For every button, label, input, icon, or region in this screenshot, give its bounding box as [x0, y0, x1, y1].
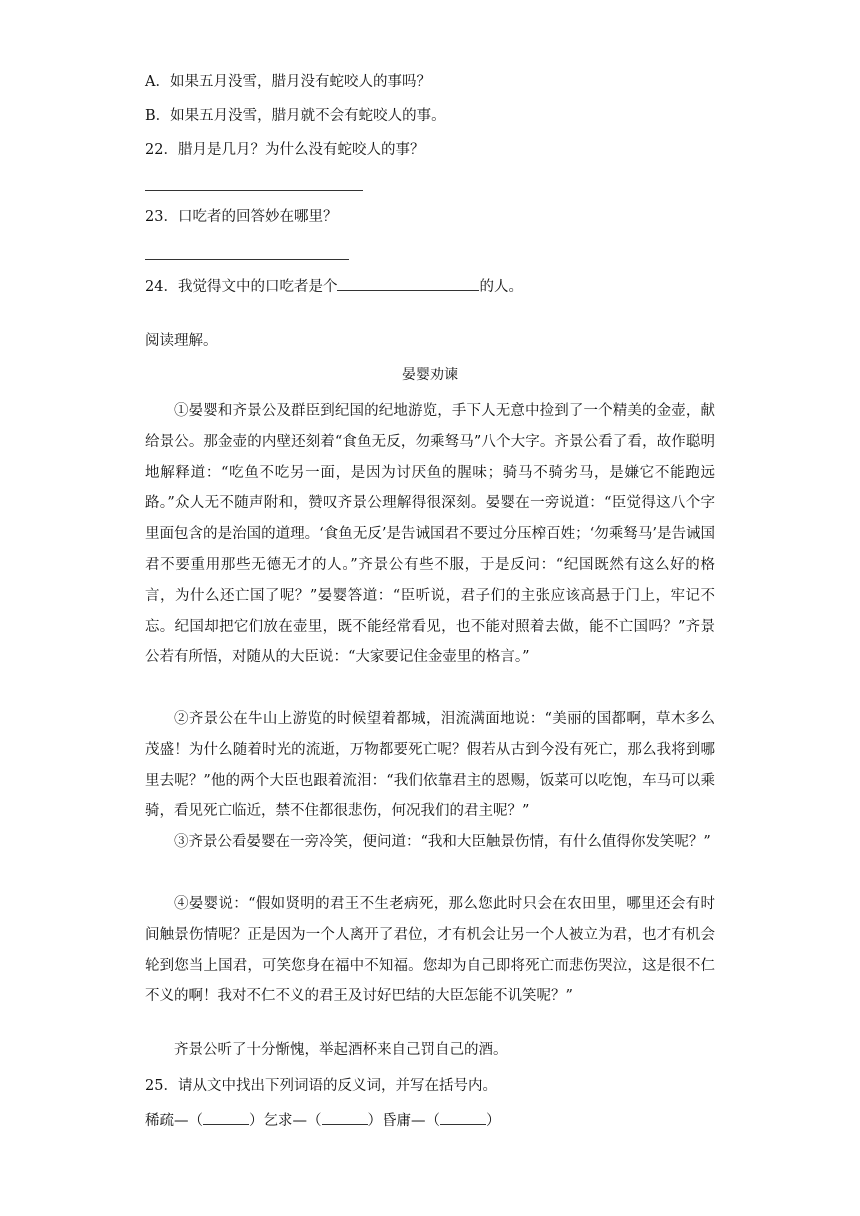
question-23: 23．口吃者的回答妙在哪里？ [145, 209, 338, 225]
question-25-items [145, 1110, 501, 1131]
antonym-item [145, 1113, 264, 1129]
question-24 [145, 276, 523, 297]
question-24-prefix: 24．我觉得文中的口吃者是个 [145, 279, 338, 295]
antonym-blank[interactable] [203, 1110, 249, 1125]
passage-paragraph-1: ①晏婴和齐景公及群臣到纪国的纪地游览，手下人无意中捡到了一个精美的金壶，献给景公。那金壶的内壁还刻着“食鱼无反，勿乘驽马”八个大字。齐景公看了看，故作聪明地解释道：“吃鱼不吃另一面，是因为讨厌鱼的腥味；骑马不骑劣马，是嫌它不能跑远路。”众人无不随声附和，赞叹齐景公理解得很深刻。晏婴在一旁说道：“臣觉得这八个字里面包含的是治国的道理。‘食鱼无反’是告诫国君不要过分压榨百姓；‘勿乘驽马’是告诫国君不要重用那些无德无才的人。”齐景公有些不服，于是反问：“纪国既然有这么好的格言，为什么还亡国了呢？”晏婴答道：“臣听说，君子们的主张应该高悬于门上，牢记不忘。纪国却把它们放在壶里，既不能经常看见，也不能对照着去做，能不亡国吗？”齐景公若有所悟，对随从的大臣说：“大家要记住金壶里的格言。” [145, 403, 715, 666]
antonym-word: 乞求—（ [263, 1113, 322, 1129]
section-label: 阅读理解。 [145, 333, 218, 349]
answer-line-22[interactable] [145, 190, 363, 191]
passage-paragraph-4: ④晏婴说：“假如贤明的君王不生老病死，那么您此时只会在农田里，哪里还会有时间触景伤情呢？正是因为一个人离开了君位，才有机会让另一个人被立为君，也才有机会轮到您当上国君，可笑您身在福中不知福。您却为自己即将死亡而悲伤哭泣，这是很不仁不义的啊！我对不仁不义的君王及讨好巴结的大臣怎能不讥笑呢？” [145, 896, 715, 1005]
option-a: A．如果五月没雪，腊月没有蛇咬人的事吗？ [145, 74, 431, 90]
passage-paragraph-5: 齐景公听了十分惭愧，举起酒杯来自己罚自己的酒。 [174, 1042, 508, 1058]
antonym-blank[interactable] [440, 1110, 486, 1125]
antonym-word: 稀疏—（ [145, 1113, 203, 1129]
question-22: 22．腊月是几月？为什么没有蛇咬人的事？ [145, 142, 425, 158]
question-25: 25．请从文中找出下列词语的反义词，并写在括号内。 [145, 1078, 497, 1094]
antonym-close: ） [249, 1113, 264, 1129]
answer-blank-24[interactable] [337, 276, 479, 291]
option-b: B．如果五月没雪，腊月就不会有蛇咬人的事。 [145, 108, 446, 124]
antonym-item [264, 1113, 383, 1129]
antonym-close: ） [486, 1113, 501, 1129]
passage-title: 晏婴劝谏 [402, 367, 458, 383]
passage-paragraph-2: ②齐景公在牛山上游览的时候望着都城，泪流满面地说：“美丽的国都啊，草木多么茂盛！为什么随着时光的流逝，万物都要死亡呢？假若从古到今没有死亡，那么我将到哪里去呢？”他的两个大臣也跟着流泪：“我们依靠君主的恩赐，饭菜可以吃饱，车马可以乘骑，看见死亡临近，禁不住都很悲伤，何况我们的君主呢？” [145, 711, 715, 820]
antonym-word: 昏庸—（ [382, 1113, 440, 1129]
question-24-suffix: 的人。 [479, 279, 523, 295]
passage-paragraph-3: ③齐景公看晏婴在一旁冷笑，便问道：“我和大臣触景伤情，有什么值得你发笑呢？” [174, 834, 711, 850]
antonym-item [382, 1113, 501, 1129]
antonym-close: ） [367, 1113, 382, 1129]
antonym-blank[interactable] [322, 1110, 368, 1125]
answer-line-23[interactable] [145, 259, 349, 260]
